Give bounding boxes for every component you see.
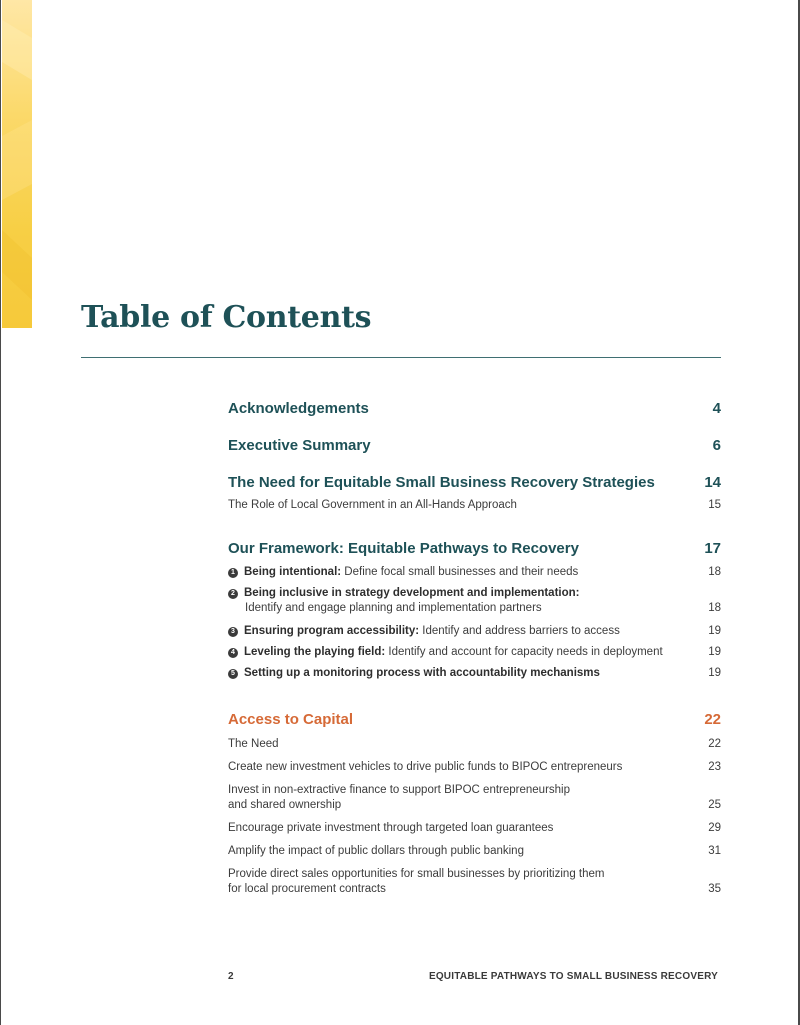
footer-document-title: EQUITABLE PATHWAYS TO SMALL BUSINESS RECOVERY xyxy=(428,971,718,982)
toc-entry-label: Executive Summary xyxy=(228,437,371,454)
title-divider xyxy=(81,357,721,358)
footer-page-number: 2 xyxy=(228,971,234,982)
toc-subentry-label-line2: and shared ownership xyxy=(228,799,342,811)
toc-entry-page: 6 xyxy=(712,437,721,454)
toc-subentry[interactable] xyxy=(228,737,721,752)
toc-subentry-page: 18 xyxy=(708,602,721,614)
toc-entry-label: Our Framework: Equitable Pathways to Recovery xyxy=(228,540,579,557)
toc-subentry[interactable] xyxy=(228,867,721,897)
toc-subentry-bold: Setting up a monitoring process with accountability mechanisms xyxy=(244,667,600,679)
toc-entry-page: 4 xyxy=(712,400,721,417)
toc-entry-our-framework[interactable] xyxy=(228,540,721,557)
toc-subentry[interactable] xyxy=(228,844,721,859)
toc-subentry[interactable] xyxy=(228,645,721,660)
toc-subentry-label: Identify and account for capacity needs in deployment xyxy=(385,646,663,658)
toc-subentry-page: 19 xyxy=(708,646,721,658)
toc-subentry[interactable] xyxy=(228,666,721,681)
toc-subentry-label: The Need xyxy=(228,738,279,750)
toc-subentry-label: Identify and engage planning and implementation partners xyxy=(245,602,542,614)
toc-subentry-label: Amplify the impact of public dollars through public banking xyxy=(228,845,524,857)
toc-subentry-page: 35 xyxy=(708,883,721,895)
toc-subentry-bold: Leveling the playing field: xyxy=(244,646,386,658)
number-1-icon: 1 xyxy=(228,568,238,578)
toc-subentry-bold: Being intentional: xyxy=(244,566,342,578)
toc-subentry-page: 15 xyxy=(708,499,721,511)
toc-subentry-page: 23 xyxy=(708,761,721,773)
toc-subentry-page: 25 xyxy=(708,799,721,811)
number-2-icon: 2 xyxy=(228,589,238,599)
toc-subentry-bold: Being inclusive in strategy development and implementation: xyxy=(244,587,580,599)
toc-subentry[interactable] xyxy=(228,624,721,639)
toc-subentry[interactable] xyxy=(228,821,721,836)
page-title: Table of Contents xyxy=(81,300,372,335)
toc-entry-page: 22 xyxy=(704,711,721,728)
toc-subentry[interactable] xyxy=(228,783,721,813)
toc-subentry-page: 31 xyxy=(708,845,721,857)
toc-entry-access-to-capital[interactable] xyxy=(228,711,721,728)
toc-subentry-page: 19 xyxy=(708,667,721,679)
toc-subentry[interactable] xyxy=(228,565,721,580)
toc-subentry-label: Create new investment vehicles to drive public funds to BIPOC entrepreneurs xyxy=(228,761,623,773)
toc-entry-need-for-strategies[interactable] xyxy=(228,474,721,491)
toc-subentry[interactable] xyxy=(228,586,721,616)
toc-subentry-label-line1: Invest in non-extractive finance to support BIPOC entrepreneurship xyxy=(228,784,570,796)
toc-subentry[interactable] xyxy=(228,760,721,775)
toc-subentry-page: 19 xyxy=(708,625,721,637)
toc-subentry-label: Define focal small businesses and their needs xyxy=(341,566,579,578)
toc-entry-page: 17 xyxy=(704,540,721,557)
toc-subentry[interactable] xyxy=(228,498,721,513)
number-5-icon: 5 xyxy=(228,669,238,679)
toc-subentry-page: 29 xyxy=(708,822,721,834)
toc-subentry-label-line2: for local procurement contracts xyxy=(228,883,386,895)
toc-entry-label: Acknowledgements xyxy=(228,400,369,417)
toc-entry-acknowledgements[interactable] xyxy=(228,400,721,417)
toc-subentry-label: Identify and address barriers to access xyxy=(419,625,620,637)
decorative-yellow-band xyxy=(2,0,32,328)
toc-subentry-label: Encourage private investment through targeted loan guarantees xyxy=(228,822,554,834)
toc-subentry-bold: Ensuring program accessibility: xyxy=(244,625,420,637)
toc-entry-executive-summary[interactable] xyxy=(228,437,721,454)
toc-subentry-page: 18 xyxy=(708,566,721,578)
toc-entry-label: Access to Capital xyxy=(228,711,354,728)
toc-entry-label: The Need for Equitable Small Business Recovery Strategies xyxy=(228,474,655,491)
toc-subentry-page: 22 xyxy=(708,738,721,750)
toc-entry-page: 14 xyxy=(704,474,721,491)
toc-subentry-label-line1: Provide direct sales opportunities for small businesses by prioritizing them xyxy=(228,868,605,880)
number-3-icon: 3 xyxy=(228,627,238,637)
number-4-icon: 4 xyxy=(228,648,238,658)
toc-subentry-label: The Role of Local Government in an All-Hands Approach xyxy=(228,499,517,511)
